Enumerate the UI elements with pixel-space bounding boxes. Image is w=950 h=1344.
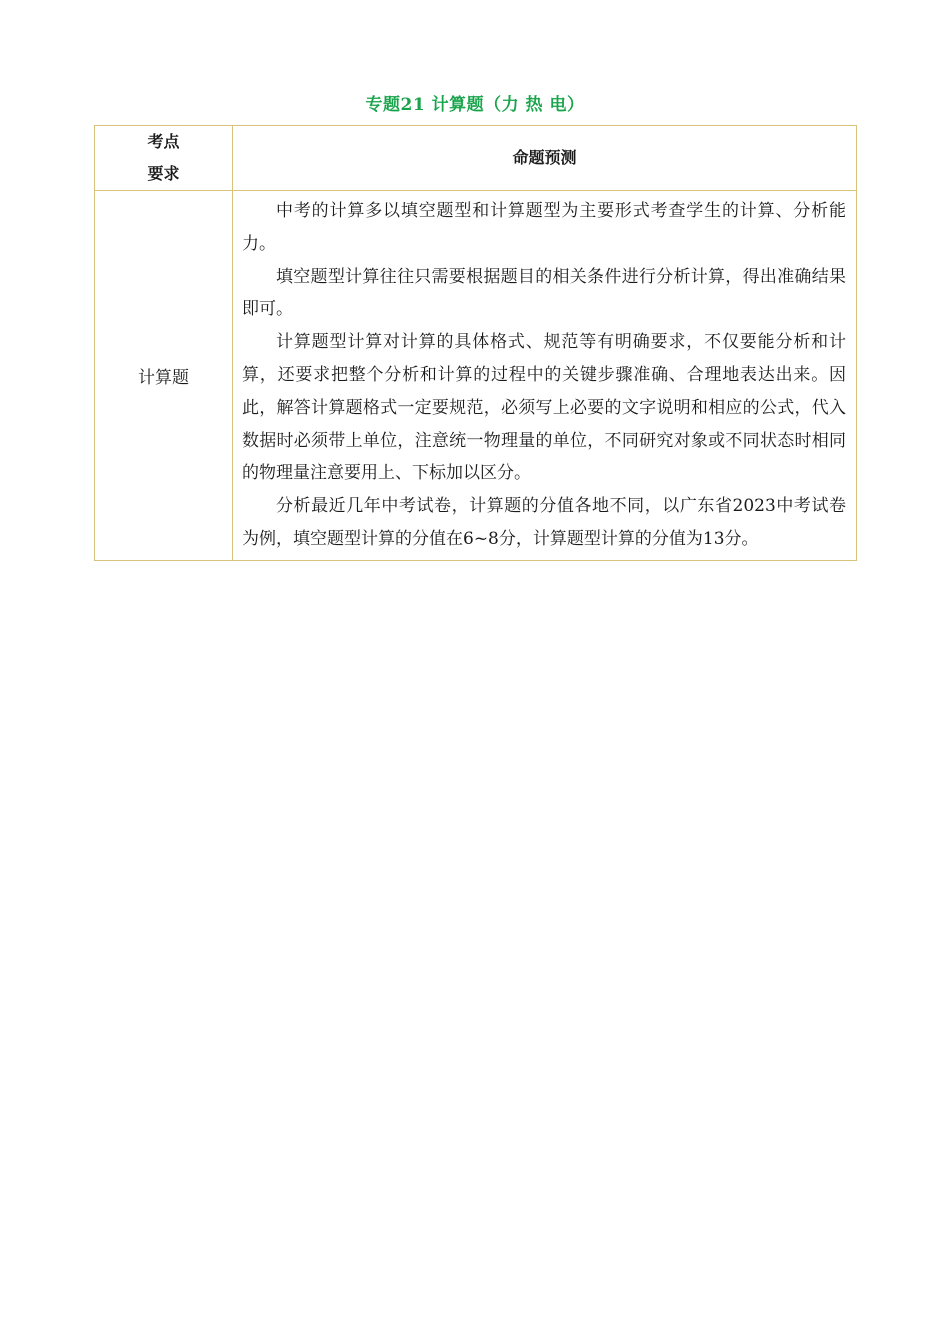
header-kaodian-line1: 考点 [147, 132, 180, 151]
prediction-table [94, 125, 857, 561]
table-row [95, 191, 857, 561]
header-kaodian [95, 126, 233, 191]
paragraph-1: 中考的计算多以填空题型和计算题型为主要形式考查学生的计算、分析能力。 [242, 201, 846, 254]
paragraph-2: 填空题型计算往往只需要根据题目的相关条件进行分析计算，得出准确结果即可。 [242, 266, 846, 320]
kaodian-cell: 计算题 [95, 191, 233, 561]
page-title: 专题21 计算题（力 热 电） [365, 95, 585, 115]
header-kaodian-line2: 要求 [147, 164, 180, 183]
paragraph-4: 分析最近几年中考试卷，计算题的分值各地不同，以广东省2023中考试卷为例，填空题型计算的分值在6~8分，计算题型计算的分值为13分。 [242, 496, 846, 549]
paragraph-3: 计算题型计算对计算的具体格式、规范等有明确要求，不仅要能分析和计算，还要求把整个分析和计算的过程中的关键步骤准确、合理地表达出来。因此，解答计算题格式一定要规范，必须写上必要的文字说明和相应的公式，代入数据时必须带上单位，注意统一物理量的单位，不同研究对象或不同状态时相同的物理量注意要用上、下标加以区分。 [242, 332, 846, 484]
table-header-row [95, 126, 857, 191]
prediction-content [233, 191, 857, 561]
header-prediction: 命题预测 [233, 126, 857, 191]
